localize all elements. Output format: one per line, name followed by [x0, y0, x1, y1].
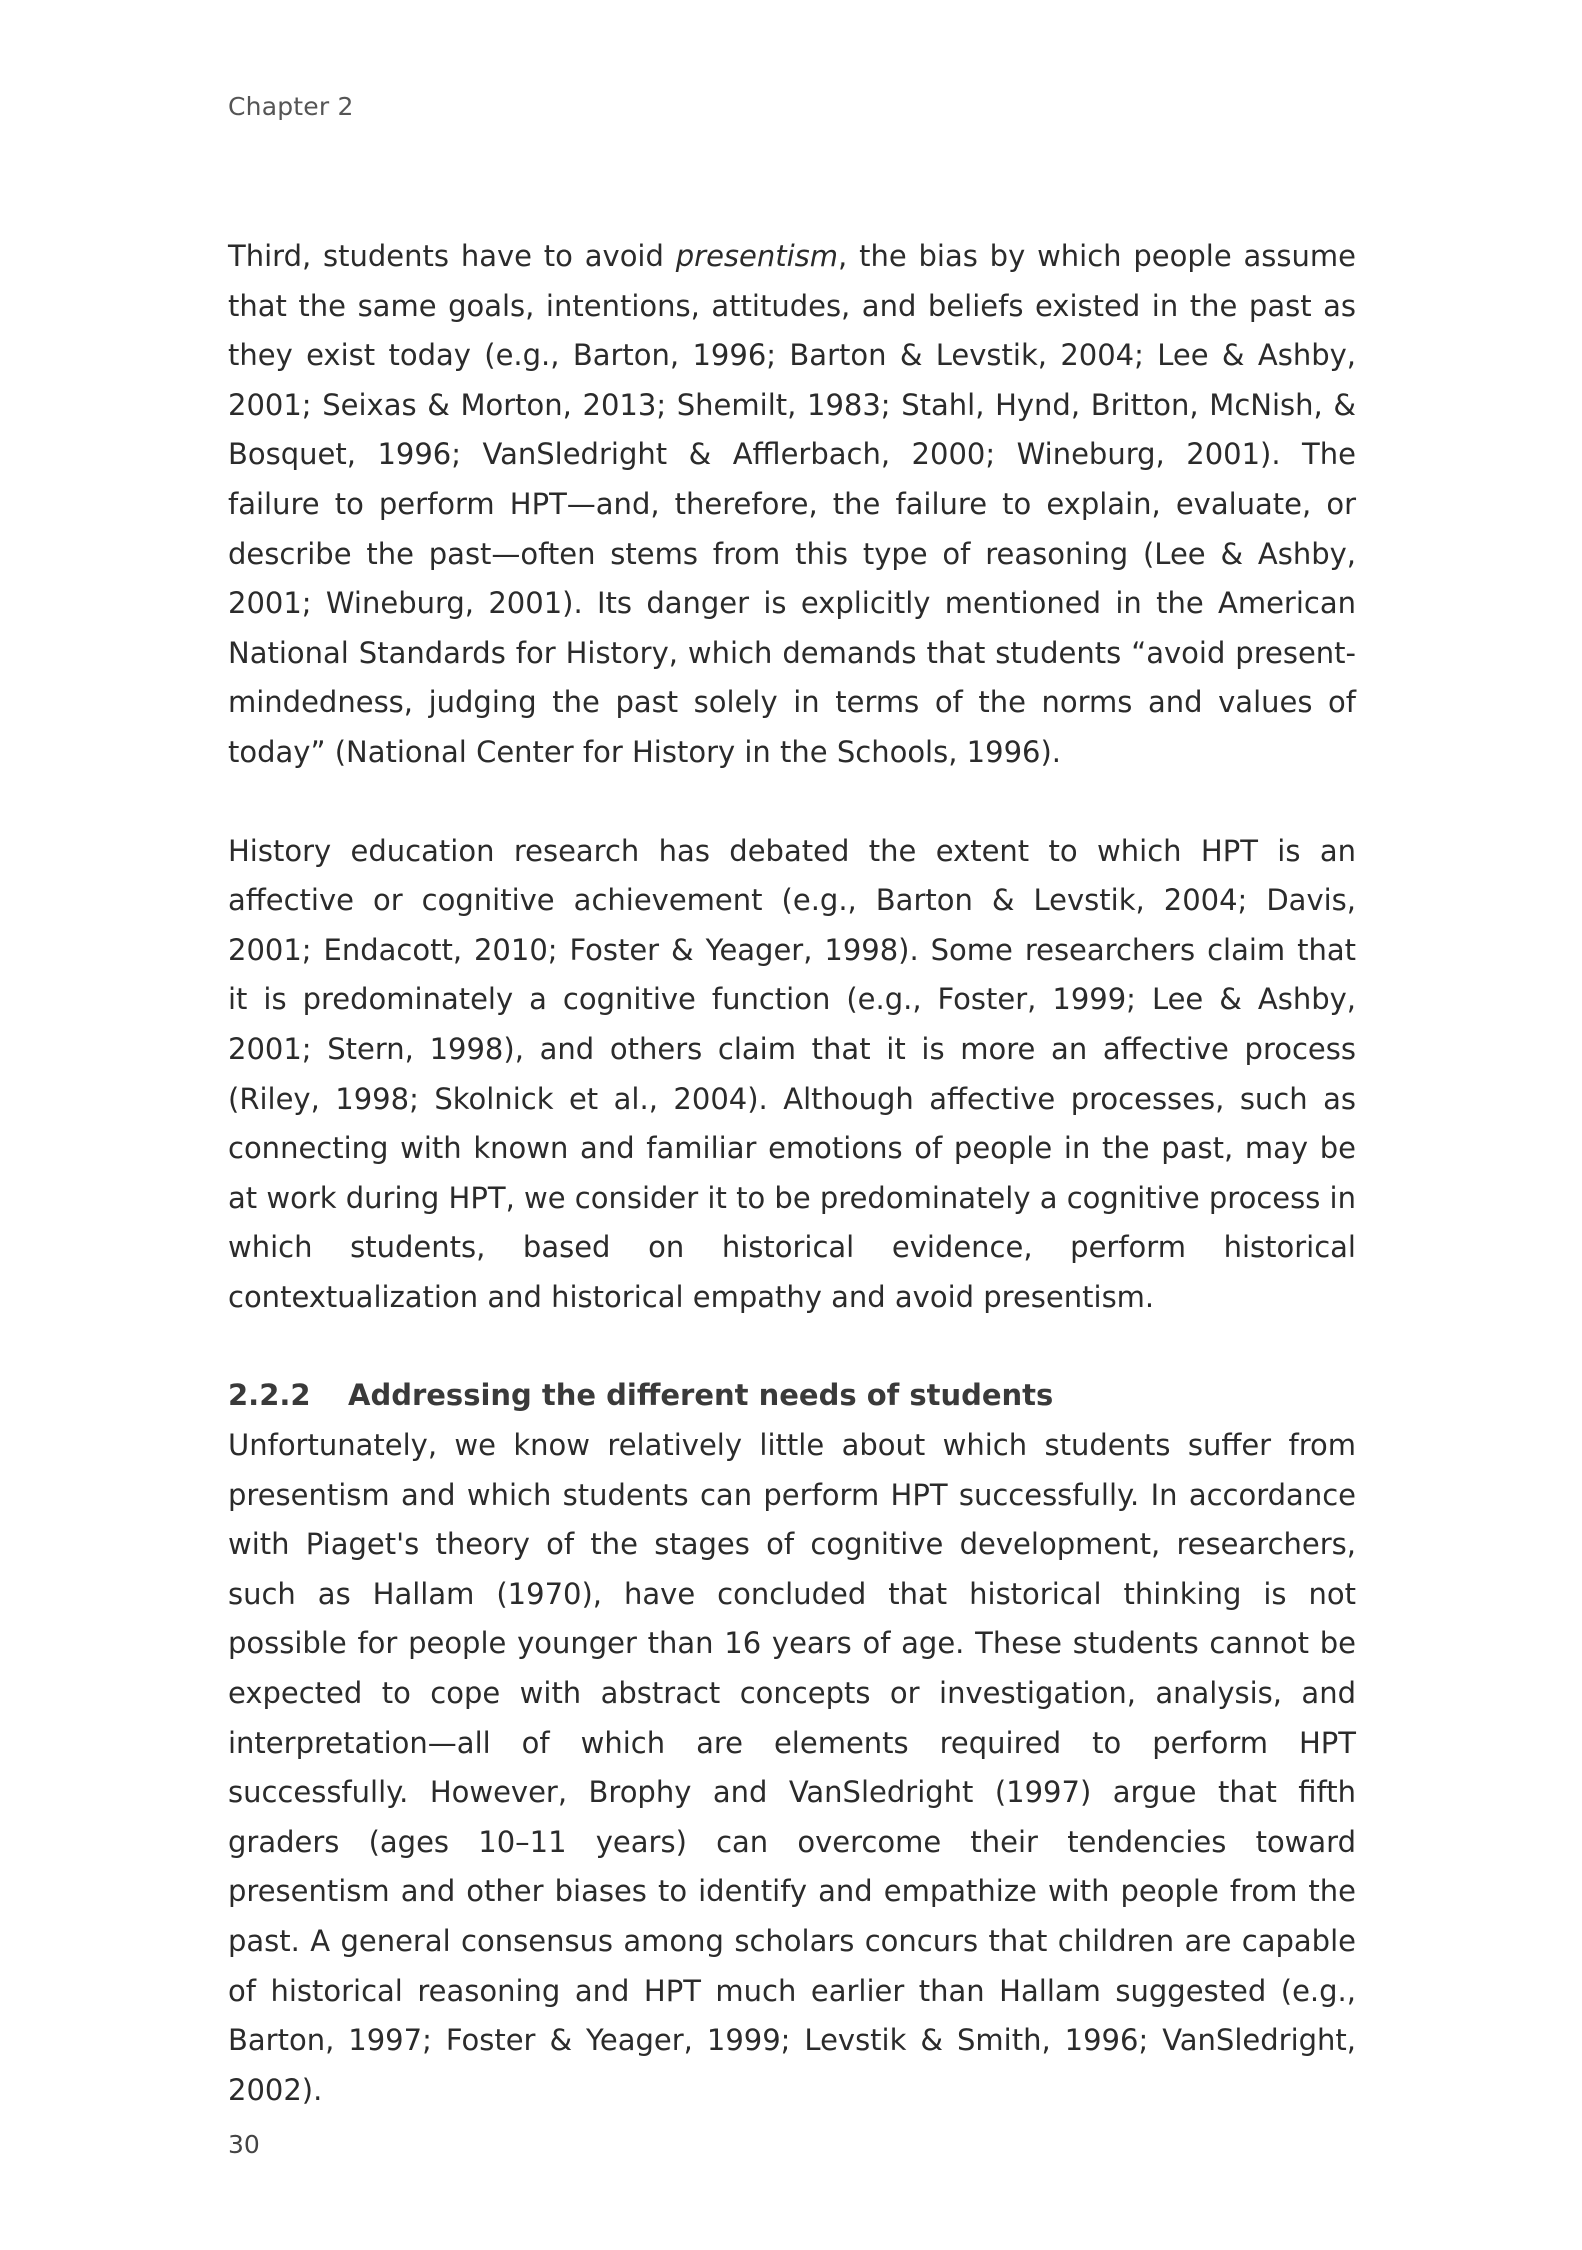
paragraph-text: , the bias by which people assume that the same goals, intentions, attitudes, and beliefs existed in the past as they exist today (e.g., Barton, 1996; Barton & Levstik, 2004; Lee & Ashby, 2001; Seixas & Morton, 2013; Shemilt, 1983; Stahl, Hynd, Britton, McNish, & Bosquet, 1996; VanSledright & Afflerbach, 2000; Wineburg, 2001). The failure to perform HPT—and, therefore, the failure to explain, evaluate, or describe the past—often stems from this type of reasoning (Lee & Ashby, 2001; Wineburg, 2001). Its danger is explicitly mentioned in the American National Standards for History, which demands that students “avoid present-mindedness, judging the past solely in terms of the norms and values of today” (National Center for History in the Schools, 1996). — [228, 239, 1356, 769]
paragraph-text: Third, students have to avoid — [228, 239, 676, 273]
paragraph-affective-cognitive: History education research has debated the extent to which HPT is an affective or cognitive achievement (e.g., Barton & Levstik, 2004; Davis, 2001; Endacott, 2010; Foster & Yeager, 1998). Some researchers claim that it is predominately a cognitive function (e.g., Foster, 1999; Lee & Ashby, 2001; Stern, 1998), and others claim that it is more an affective process (Riley, 1998; Skolnick et al., 2004). Although affective processes, such as connecting with known and familiar emotions of people in the past, may be at work during HPT, we consider it to be predominately a cognitive process in which students, based on historical evidence, perform historical contextualization and historical empathy and avoid presentism. — [228, 833, 1356, 1314]
paragraph-student-needs: Unfortunately, we know relatively little about which students suffer from presentism and which students can perform HPT successfully. In accordance with Piaget's theory of the stages of cognitive development, researchers, such as Hallam (1970), have concluded that historical thinking is not possible for people younger than 16 years of age. These students cannot be expected to cope with abstract concepts or investigation, analysis, and interpretation—all of which are elements required to perform HPT successfully. However, Brophy and VanSledright (1997) argue that fifth graders (ages 10–11 years) can overcome their tendencies toward presentism and other biases to identify and empathize with people from the past. A general consensus among scholars concurs that children are capable of historical reasoning and HPT much earlier than Hallam suggested (e.g., Barton, 1997; Foster & Yeager, 1999; Levstik & Smith, 1996; VanSledright, 2002). — [228, 1428, 1356, 2107]
page-number: 30 — [228, 2130, 260, 2159]
section-number: 2.2.2 — [228, 1378, 311, 1413]
term-presentism: presentism — [675, 239, 839, 273]
paragraph-presentism — [228, 232, 1356, 778]
section-title: Addressing the different needs of students — [348, 1378, 1054, 1413]
section-heading — [228, 1371, 1356, 1421]
page-body — [228, 232, 1356, 2115]
running-head: Chapter 2 — [228, 92, 354, 121]
